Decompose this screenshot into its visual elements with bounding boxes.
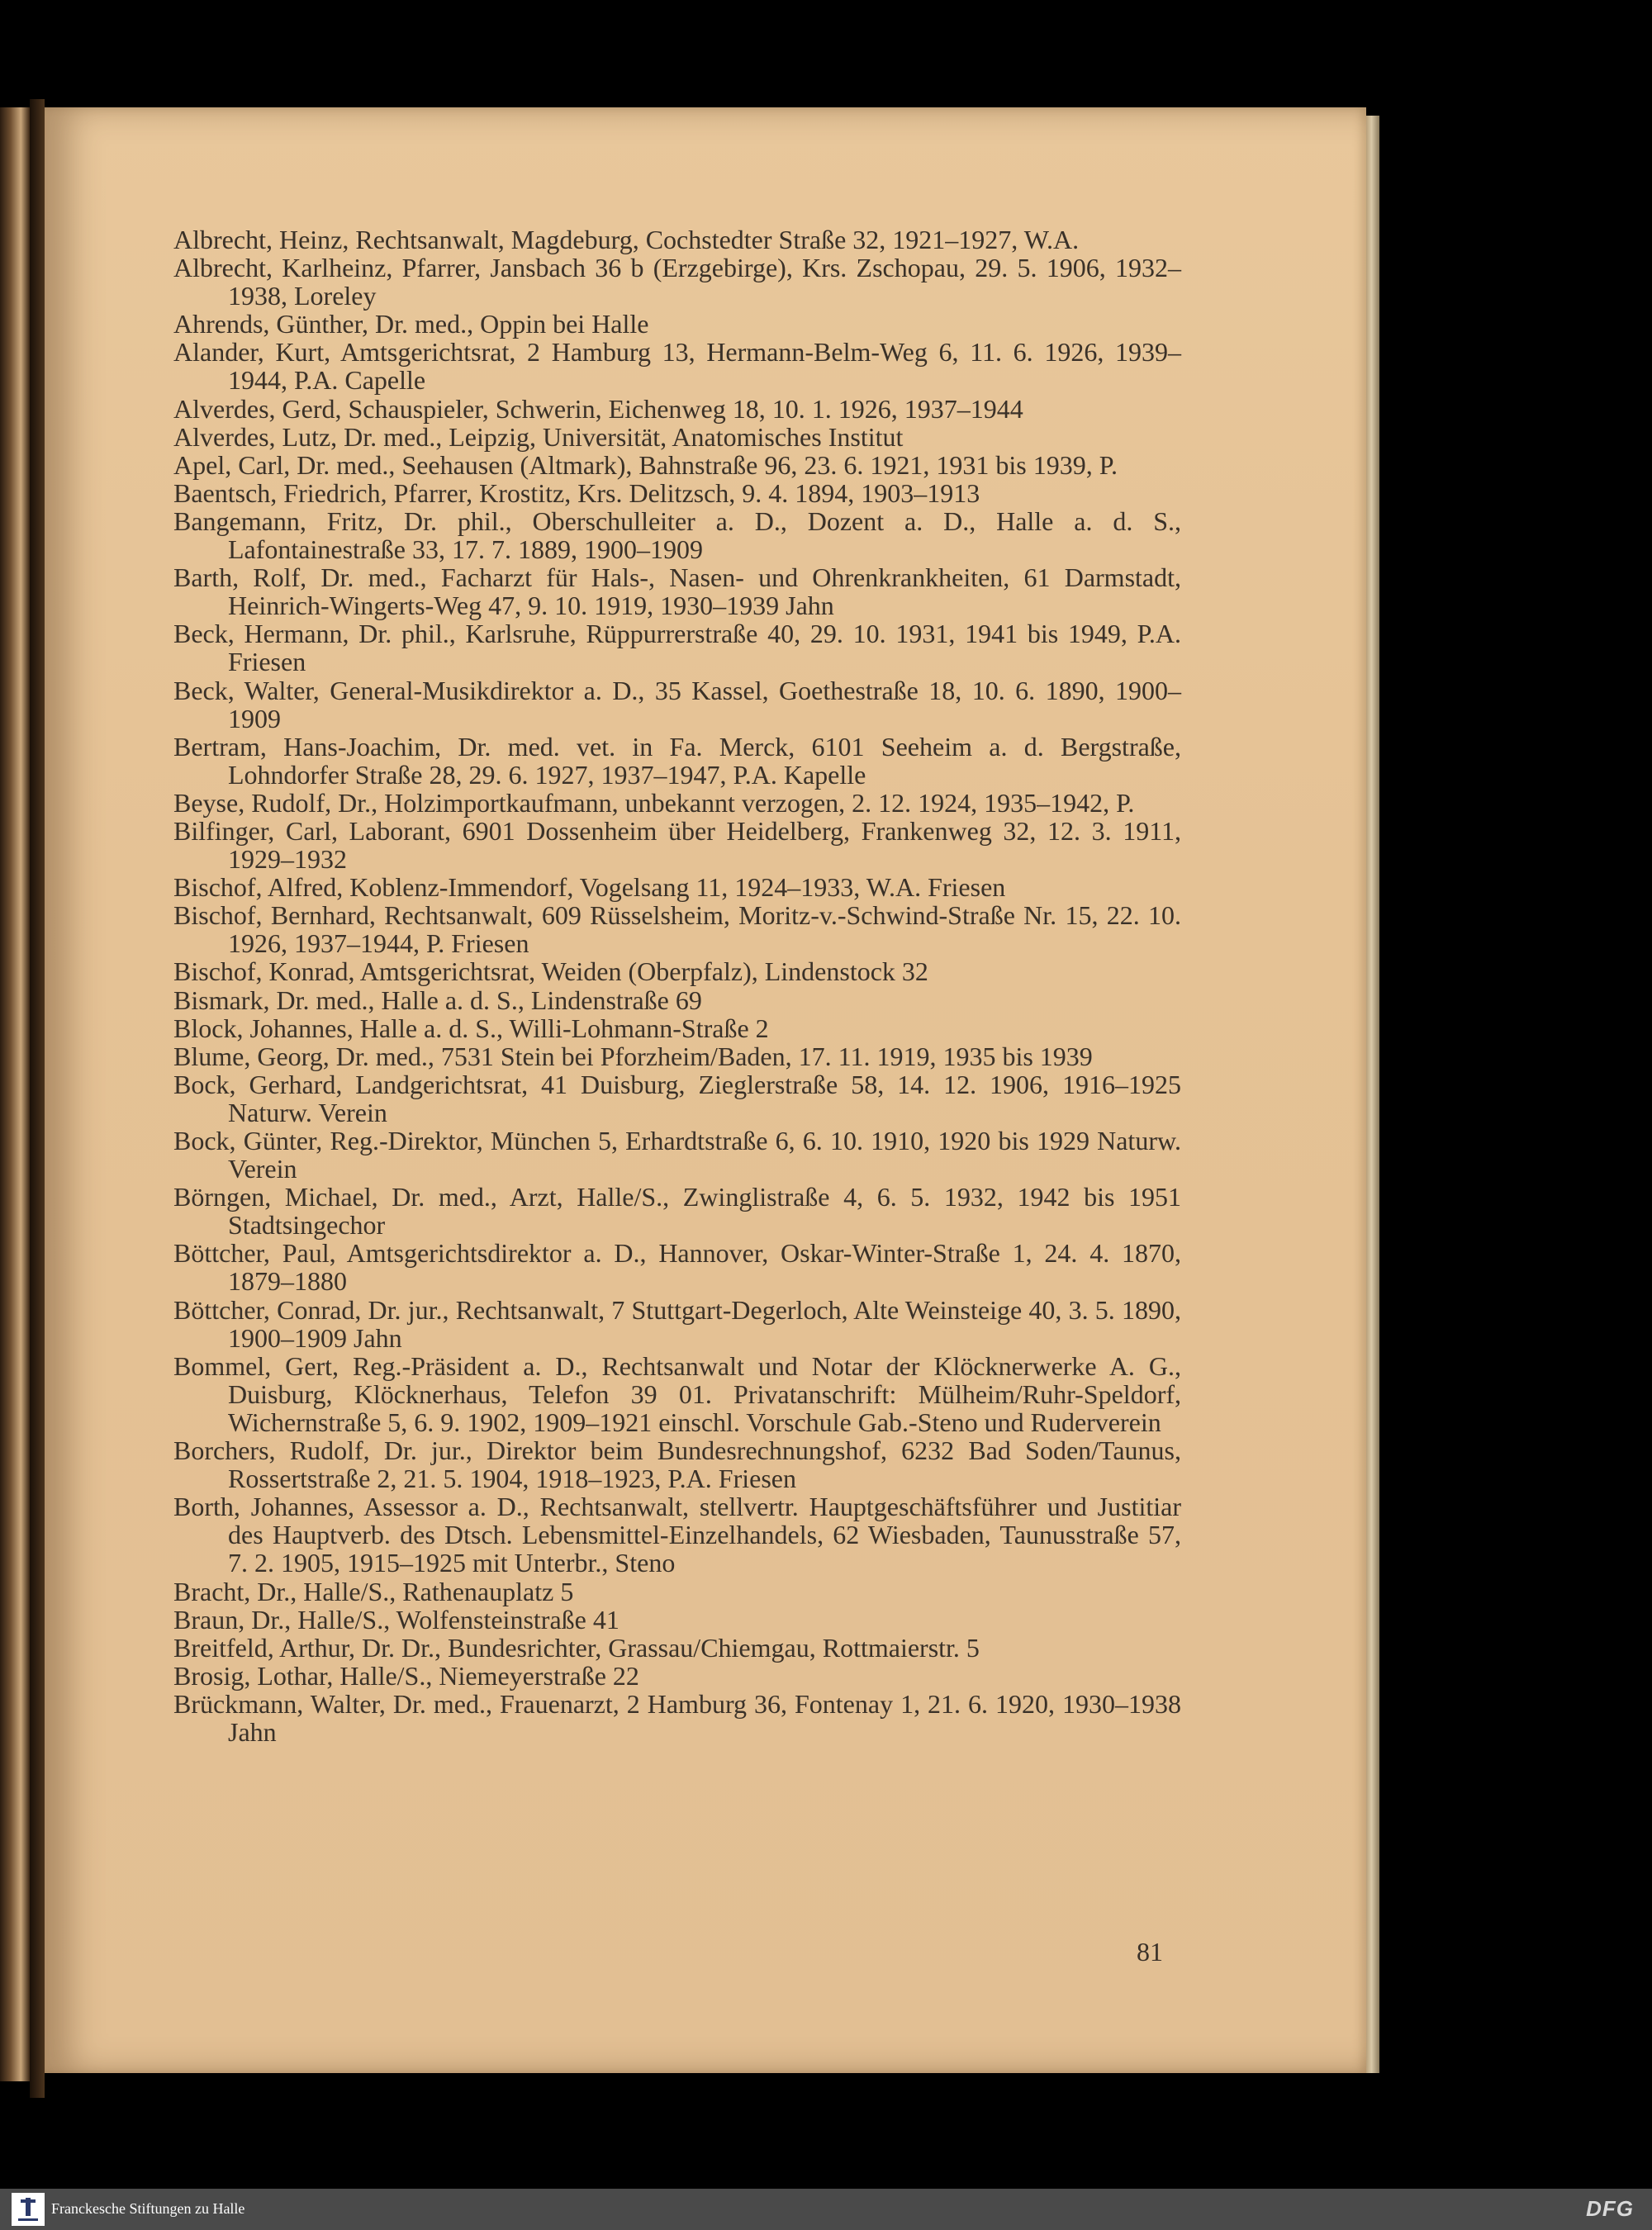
directory-entry: Blume, Georg, Dr. med., 7531 Stein bei Pforzheim/Baden, 17. 11. 1919, 1935 bis 1939 [173, 1041, 1093, 1071]
directory-entry: Alverdes, Lutz, Dr. med., Leipzig, Universität, Anatomisches Institut [173, 421, 904, 452]
directory-entry: Böttcher, Conrad, Dr. jur., Rechtsanwalt, 7 Stuttgart-Degerloch, Alte Weinsteige 40, 3. 5. 1890, 1900–1909 Jahn [173, 1294, 1181, 1353]
directory-entry: Börngen, Michael, Dr. med., Arzt, Halle/S., Zwinglistraße 4, 6. 5. 1932, 1942 bis 1951 Stadtsingechor [173, 1182, 1181, 1241]
directory-entry: Bommel, Gert, Reg.-Präsident a. D., Rechtsanwalt und Notar der Klöcknerwerke A. G., Duisburg, Klöcknerhaus, Telefon 39 01. Privatanschrift: Mülheim/Ruhr-Speldorf, Wichernstraße 5, 6. 9. 1902, 1909–1921 einschl. Vorschule Gab.-Steno und Ruderverein [173, 1350, 1181, 1437]
directory-entry: Albrecht, Heinz, Rechtsanwalt, Magdeburg, Cochstedter Straße 32, 1921–1927, W.A. [173, 225, 1080, 254]
directory-entry: Alander, Kurt, Amtsgerichtsrat, 2 Hamburg 13, Hermann-Belm-Weg 6, 11. 6. 1926, 1939–1944, P.A. Capelle [173, 337, 1181, 396]
directory-entry-list [173, 225, 1181, 1746]
directory-entry: Block, Johannes, Halle a. d. S., Willi-Lohmann-Straße 2 [173, 1013, 769, 1043]
directory-entry: Bangemann, Fritz, Dr. phil., Oberschulleiter a. D., Dozent a. D., Halle a. d. S., Lafontainestraße 33, 17. 7. 1889, 1900–1909 [173, 505, 1181, 565]
directory-entry: Brückmann, Walter, Dr. med., Frauenarzt, 2 Hamburg 36, Fontenay 1, 21. 6. 1920, 1930–1938 Jahn [173, 1688, 1181, 1747]
directory-entry: Alverdes, Gerd, Schauspieler, Schwerin, Eichenweg 18, 10. 1. 1926, 1937–1944 [173, 393, 1023, 424]
page-edge-right [1366, 116, 1379, 2073]
directory-entry: Borth, Johannes, Assessor a. D., Rechtsanwalt, stellvertr. Hauptgeschäftsführer und Justitiar des Hauptverb. des Dtsch. Lebensmittel-Einzelhandels, 62 Wiesbaden, Taunusstraße 57, 7. 2. 1905, 1915–1925 mit Unterbr., Steno [173, 1492, 1181, 1578]
directory-entry: Bischof, Konrad, Amtsgerichtsrat, Weiden (Oberpfalz), Lindenstock 32 [173, 956, 928, 987]
directory-entry: Baentsch, Friedrich, Pfarrer, Krostitz, Krs. Delitzsch, 9. 4. 1894, 1903–1913 [173, 477, 980, 508]
directory-entry: Bismark, Dr. med., Halle a. d. S., Lindenstraße 69 [173, 985, 702, 1015]
directory-entry: Beyse, Rudolf, Dr., Holzimportkaufmann, unbekannt verzogen, 2. 12. 1924, 1935–1942, P. [173, 787, 1135, 818]
directory-entry: Brosig, Lothar, Halle/S., Niemeyerstraße 22 [173, 1660, 639, 1691]
directory-entry: Braun, Dr., Halle/S., Wolfensteinstraße 41 [173, 1604, 620, 1635]
directory-entry: Borchers, Rudolf, Dr. jur., Direktor beim Bundesrechnungshof, 6232 Bad Soden/Taunus, Rossertstraße 2, 21. 5. 1904, 1918–1923, P.A. Friesen [173, 1435, 1181, 1494]
directory-entry: Böttcher, Paul, Amtsgerichtsdirektor a. D., Hannover, Oskar-Winter-Straße 1, 24. 4. 1870, 1879–1880 [173, 1238, 1181, 1297]
directory-entry: Bischof, Bernhard, Rechtsanwalt, 609 Rüsselsheim, Moritz-v.-Schwind-Straße Nr. 15, 22. 10. 1926, 1937–1944, P. Friesen [173, 900, 1181, 959]
directory-entry: Albrecht, Karlheinz, Pfarrer, Jansbach 36 b (Erzgebirge), Krs. Zschopau, 29. 5. 1906, 1932–1938, Loreley [173, 253, 1181, 311]
directory-entry: Beck, Walter, General-Musikdirektor a. D., 35 Kassel, Goethestraße 18, 10. 6. 1890, 1900–1909 [173, 675, 1181, 733]
directory-entry: Beck, Hermann, Dr. phil., Karlsruhe, Rüppurrerstraße 40, 29. 10. 1931, 1941 bis 1949, P.A. Friesen [173, 619, 1181, 677]
viewer-footer-bar [0, 2189, 1652, 2230]
directory-entry: Bischof, Alfred, Koblenz-Immendorf, Vogelsang 11, 1924–1933, W.A. Friesen [173, 872, 1006, 903]
institution-logo-icon [12, 2193, 45, 2226]
directory-entry: Bertram, Hans-Joachim, Dr. med. vet. in Fa. Merck, 6101 Seeheim a. d. Bergstraße, Lohndorfer Straße 28, 29. 6. 1927, 1937–1947, P.A. Kapelle [173, 731, 1181, 790]
directory-entry: Breitfeld, Arthur, Dr. Dr., Bundesrichter, Grassau/Chiemgau, Rottmaierstr. 5 [173, 1632, 980, 1663]
directory-entry: Barth, Rolf, Dr. med., Facharzt für Hals-, Nasen- und Ohrenkrankheiten, 61 Darmstadt, Heinrich-Wingerts-Weg 47, 9. 10. 1919, 1930–1939 Jahn [173, 562, 1181, 621]
directory-entry: Bock, Gerhard, Landgerichtsrat, 41 Duisburg, Zieglerstraße 58, 14. 12. 1906, 1916–1925 Naturw. Verein [173, 1069, 1181, 1127]
left-page-edge [0, 107, 30, 2081]
directory-entry: Bock, Günter, Reg.-Direktor, München 5, Erhardtstraße 6, 6. 10. 1910, 1920 bis 1929 Naturw. Verein [173, 1126, 1181, 1184]
gutter-shadow [30, 99, 45, 2098]
directory-entry: Ahrends, Günther, Dr. med., Oppin bei Halle [173, 309, 649, 339]
directory-entry: Bilfinger, Carl, Laborant, 6901 Dossenheim über Heidelberg, Frankenweg 32, 12. 3. 1911, 1929–1932 [173, 815, 1181, 875]
directory-entry: Bracht, Dr., Halle/S., Rathenauplatz 5 [173, 1576, 574, 1606]
institution-name: Franckesche Stiftungen zu Halle [51, 2200, 245, 2217]
dfg-logo: DFG [1586, 2196, 1634, 2221]
directory-entry: Apel, Carl, Dr. med., Seehausen (Altmark), Bahnstraße 96, 23. 6. 1921, 1931 bis 1939, P. [173, 449, 1118, 480]
page-number: 81 [1137, 1937, 1163, 1967]
